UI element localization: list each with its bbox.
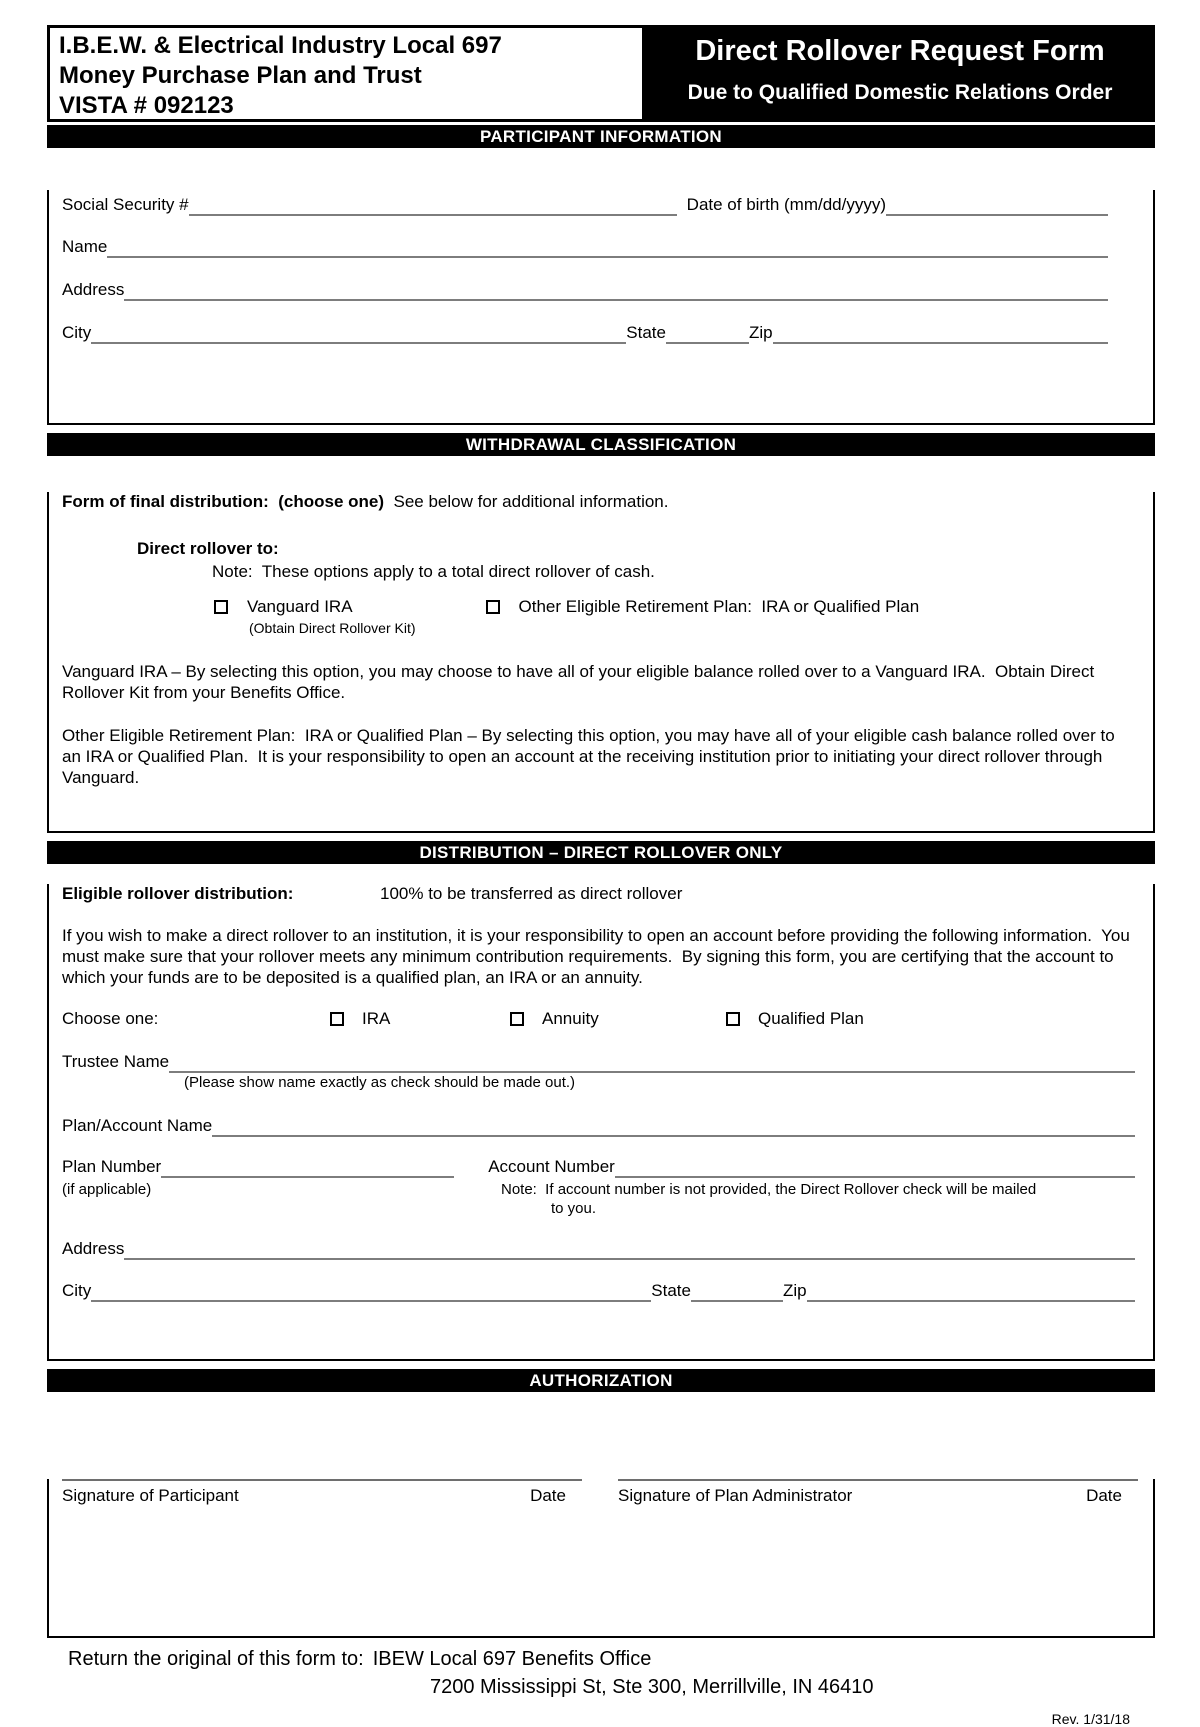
- form-subtitle: Due to Qualified Domestic Relations Order: [687, 81, 1113, 104]
- account-number-note-line2: to you.: [551, 1200, 597, 1217]
- address-row: [62, 275, 1108, 301]
- city-label: City: [62, 323, 92, 342]
- address-input-line[interactable]: [124, 277, 1108, 301]
- eligible-rollover-label: Eligible rollover distribution:: [62, 884, 294, 903]
- return-office-address: 7200 Mississippi St, Ste 300, Merrillville, IN 46410: [430, 1676, 874, 1698]
- other-plan-paragraph: Other Eligible Retirement Plan: IRA or Qualified Plan – By selecting this option, you may have all of your eligible cash balance rolled over to an IRA or Qualified Plan. It is your responsibility to open an account at the receiving institution prior to initiating your direct rollover through Vanguard.: [62, 726, 1120, 787]
- withdrawal-classification-section: [47, 492, 1155, 833]
- distribution-address-input-line[interactable]: [124, 1236, 1135, 1260]
- vanguard-ira-option-label: Vanguard IRA: [247, 597, 353, 616]
- distribution-city-input-line[interactable]: [91, 1278, 651, 1302]
- org-name-line2: Money Purchase Plan and Trust: [59, 62, 422, 89]
- org-name-line1: I.B.E.W. & Electrical Industry Local 697: [59, 32, 502, 59]
- city-state-zip-row: [62, 318, 1108, 344]
- admin-signature-block: [618, 1479, 1138, 1506]
- distribution-zip-label: Zip: [782, 1281, 807, 1300]
- participant-date-label: Date: [530, 1486, 566, 1505]
- qualified-plan-option: [726, 1009, 864, 1029]
- section-bar-distribution: DISTRIBUTION – DIRECT ROLLOVER ONLY: [47, 841, 1155, 864]
- other-plan-checkbox[interactable]: [486, 600, 500, 614]
- org-title-block: [47, 25, 645, 122]
- eligible-rollover-row: [62, 884, 1135, 904]
- form-title: Direct Rollover Request Form: [695, 35, 1105, 67]
- participant-information-section: [47, 190, 1155, 425]
- vanguard-ira-paragraph: Vanguard IRA – By selecting this option, you may choose to have all of your eligible balance rolled over to a Vanguard IRA. Obtain Direct Rollover Kit from your Benefits Office.: [62, 662, 1099, 702]
- ira-checkbox[interactable]: [330, 1012, 344, 1026]
- plan-account-name-row: [62, 1111, 1135, 1137]
- name-input-line[interactable]: [107, 234, 1108, 258]
- signature-rows: [62, 1479, 1138, 1506]
- city-input-line[interactable]: [91, 320, 626, 344]
- participant-signature-label: Signature of Participant: [62, 1486, 239, 1505]
- rollover-options-row: [62, 597, 1133, 617]
- eligible-rollover-value: 100% to be transferred as direct rollover: [380, 884, 683, 903]
- form-title-block: [645, 25, 1155, 122]
- trustee-name-input-line[interactable]: [169, 1049, 1135, 1073]
- dob-label: Date of birth (mm/dd/yyyy): [686, 195, 886, 214]
- plan-account-name-label: Plan/Account Name: [62, 1116, 213, 1135]
- participant-signature-labels: [62, 1486, 582, 1506]
- name-label: Name: [62, 237, 108, 256]
- zip-label: Zip: [748, 323, 773, 342]
- distribution-city-state-zip-row: [62, 1276, 1135, 1302]
- plan-number-subnote: (if applicable): [62, 1181, 152, 1198]
- distribution-zip-input-line[interactable]: [807, 1278, 1135, 1302]
- return-instruction-line: [68, 1648, 1155, 1671]
- admin-signature-labels: [618, 1486, 1138, 1506]
- account-number-label: Account Number: [488, 1157, 615, 1176]
- choose-one-label: Choose one:: [62, 1009, 159, 1028]
- distribution-address-label: Address: [62, 1239, 125, 1258]
- trustee-name-label: Trustee Name: [62, 1052, 170, 1071]
- other-plan-option-label: Other Eligible Retirement Plan: IRA or Qualified Plan: [518, 597, 920, 616]
- trustee-name-note: (Please show name exactly as check should be made out.): [184, 1074, 576, 1091]
- trustee-name-row: [62, 1047, 1135, 1073]
- section-bar-withdrawal-classification: WITHDRAWAL CLASSIFICATION: [47, 433, 1155, 456]
- distribution-section: [47, 884, 1155, 1361]
- return-instruction-label: Return the original of this form to:: [68, 1648, 364, 1670]
- plan-number-input-line[interactable]: [161, 1154, 454, 1178]
- admin-signature-line[interactable]: [618, 1479, 1138, 1481]
- direct-rollover-to-label: Direct rollover to:: [137, 539, 279, 558]
- vanguard-ira-checkbox[interactable]: [214, 600, 228, 614]
- form-of-distribution-label: Form of final distribution: (choose one): [62, 492, 385, 511]
- state-label: State: [626, 323, 666, 342]
- plan-number-label: Plan Number: [62, 1157, 162, 1176]
- distribution-address-row: [62, 1234, 1135, 1260]
- ssn-dob-row: [62, 190, 1108, 216]
- distribution-state-label: State: [651, 1281, 691, 1300]
- form-header: [47, 25, 1155, 122]
- form-of-distribution-line: [62, 492, 1133, 512]
- distribution-city-label: City: [62, 1281, 92, 1300]
- zip-input-line[interactable]: [773, 320, 1108, 344]
- account-number-note-line1: Note: If account number is not provided, the Direct Rollover check will be mailed: [501, 1181, 1037, 1198]
- choose-one-row: [62, 1009, 1135, 1029]
- participant-signature-block: [62, 1479, 582, 1506]
- account-number-note: [501, 1180, 1036, 1218]
- ira-option: [330, 1009, 510, 1029]
- admin-signature-label: Signature of Plan Administrator: [618, 1486, 853, 1505]
- participant-signature-line[interactable]: [62, 1479, 582, 1481]
- distribution-state-input-line[interactable]: [691, 1278, 783, 1302]
- authorization-section: [47, 1479, 1155, 1638]
- vanguard-ira-option-subnote: (Obtain Direct Rollover Kit): [249, 620, 416, 636]
- direct-rollover-note: Note: These options apply to a total direct rollover of cash.: [212, 562, 655, 581]
- annuity-option: [510, 1009, 726, 1029]
- section-bar-participant-information: PARTICIPANT INFORMATION: [47, 125, 1155, 148]
- vista-number: VISTA # 092123: [59, 92, 234, 119]
- form-of-distribution-note: See below for additional information.: [384, 492, 669, 511]
- plan-account-name-input-line[interactable]: [212, 1113, 1135, 1137]
- plan-account-number-notes: [62, 1180, 1135, 1218]
- section-bar-authorization: AUTHORIZATION: [47, 1369, 1155, 1392]
- state-input-line[interactable]: [666, 320, 749, 344]
- admin-date-label: Date: [1086, 1486, 1122, 1505]
- distribution-paragraph: If you wish to make a direct rollover to an institution, it is your responsibility to open an account before providing the following information. You must make sure that your rollover meets any minimum contribution requirements. By signing this form, you are certifying that the account to which your funds are to be deposited is a qualified plan, an IRA or an annuity.: [62, 926, 1135, 987]
- annuity-option-label: Annuity: [542, 1009, 599, 1028]
- qualified-plan-checkbox[interactable]: [726, 1012, 740, 1026]
- qualified-plan-option-label: Qualified Plan: [758, 1009, 864, 1028]
- account-number-input-line[interactable]: [615, 1154, 1135, 1178]
- plan-account-number-row: [62, 1152, 1135, 1178]
- address-label: Address: [62, 280, 125, 299]
- ira-option-label: IRA: [362, 1009, 391, 1028]
- revision-date: Rev. 1/31/18: [1051, 1711, 1130, 1727]
- ssn-input-line[interactable]: [189, 192, 677, 216]
- ssn-label: Social Security #: [62, 195, 189, 214]
- name-row: [62, 232, 1108, 258]
- return-office-name: IBEW Local 697 Benefits Office: [372, 1648, 652, 1670]
- dob-input-line[interactable]: [886, 192, 1108, 216]
- annuity-checkbox[interactable]: [510, 1012, 524, 1026]
